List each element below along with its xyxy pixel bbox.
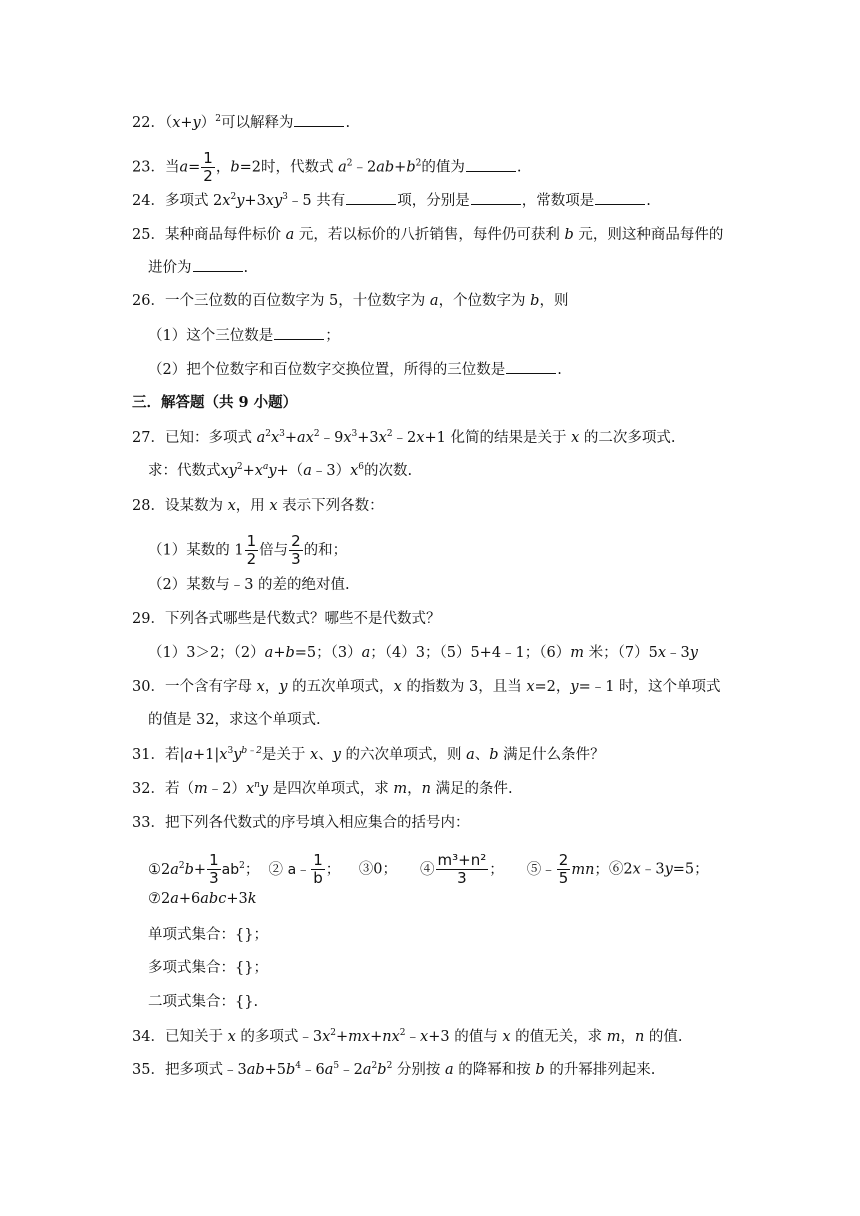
text: ；（4）3；（5）5+4﹣1；（6） bbox=[370, 645, 571, 661]
var: m bbox=[393, 781, 408, 797]
text: ② bbox=[268, 861, 284, 878]
var: x bbox=[256, 679, 265, 695]
question-number: 30． bbox=[132, 679, 165, 695]
text: ﹣9 bbox=[319, 430, 344, 446]
text: ； bbox=[244, 861, 260, 878]
var: a bbox=[361, 645, 371, 661]
question-24 bbox=[132, 190, 651, 211]
exponent: 2 bbox=[415, 158, 422, 169]
question-35 bbox=[132, 1060, 655, 1080]
text: ，常数项是 bbox=[521, 193, 595, 209]
text: 的次数. bbox=[364, 463, 413, 479]
answer-blank[interactable] bbox=[274, 325, 324, 340]
question-number: 22． bbox=[132, 115, 165, 131]
var: b bbox=[285, 645, 295, 661]
question-30 bbox=[132, 677, 721, 697]
denominator: 2 bbox=[246, 550, 257, 568]
var: b bbox=[286, 1062, 296, 1078]
text: 一个含有字母 bbox=[164, 679, 252, 695]
var: x bbox=[420, 1029, 429, 1045]
numerator: 1 bbox=[209, 851, 219, 869]
text: 进价为 bbox=[148, 260, 192, 276]
var: y bbox=[664, 861, 673, 878]
question-26-part2 bbox=[148, 359, 562, 380]
text: ④ bbox=[420, 861, 435, 878]
var: a bbox=[445, 1062, 454, 1078]
var: y bbox=[236, 193, 245, 209]
text: ； bbox=[325, 861, 341, 878]
text: 的值为 bbox=[421, 159, 465, 176]
text: ①2 bbox=[148, 861, 171, 878]
var: x bbox=[269, 498, 278, 514]
var: a bbox=[324, 1062, 334, 1078]
var: x bbox=[310, 747, 319, 763]
exponent: 3 bbox=[279, 429, 285, 439]
text: +3 bbox=[357, 430, 379, 446]
question-number: 31． bbox=[132, 747, 165, 763]
var: n bbox=[421, 781, 431, 797]
text: 米；（7）5 bbox=[588, 645, 658, 661]
text: ﹣ bbox=[405, 1029, 421, 1045]
exponent: b﹣2 bbox=[241, 746, 262, 756]
text: +3 bbox=[244, 193, 266, 209]
question-number: 28． bbox=[132, 498, 165, 514]
var: b bbox=[230, 159, 240, 176]
var: a bbox=[303, 463, 312, 479]
denominator: 3 bbox=[291, 550, 301, 568]
text: . bbox=[557, 362, 562, 378]
exponent: n bbox=[254, 780, 260, 790]
answer-blank[interactable] bbox=[506, 359, 556, 374]
var: x bbox=[350, 463, 359, 479]
exponent: 2 bbox=[399, 1028, 406, 1038]
var: y bbox=[570, 679, 579, 695]
text: . bbox=[516, 159, 522, 176]
var: a bbox=[466, 747, 475, 763]
question-number: 33． bbox=[132, 815, 165, 831]
var: m bbox=[606, 1029, 621, 1045]
answer-blank[interactable] bbox=[294, 112, 344, 127]
var: y bbox=[689, 645, 698, 661]
text: 、 bbox=[474, 747, 490, 763]
text: 某种商品每件标价 bbox=[164, 227, 281, 243]
question-27 bbox=[132, 428, 675, 448]
exponent: 3 bbox=[282, 192, 288, 202]
text: ⑥2 bbox=[608, 861, 633, 878]
exponent: 2 bbox=[178, 860, 185, 871]
text: 的和； bbox=[303, 542, 348, 559]
text: . bbox=[345, 115, 351, 131]
exponent: 3 bbox=[227, 746, 234, 756]
question-30-line2: 的值是 32，求这个单项式. bbox=[148, 712, 321, 728]
var: k bbox=[247, 891, 257, 907]
text: ﹣2 bbox=[339, 1062, 363, 1078]
text: + bbox=[193, 861, 207, 878]
var: ab bbox=[246, 1062, 265, 1078]
fraction bbox=[311, 852, 325, 887]
text: 多项式 2 bbox=[164, 193, 223, 209]
var: y bbox=[233, 747, 242, 763]
answer-blank[interactable] bbox=[193, 257, 243, 272]
item-2 bbox=[268, 851, 341, 887]
numerator: 2 bbox=[291, 532, 301, 550]
text: 的值. bbox=[648, 1029, 683, 1045]
text: + bbox=[284, 430, 298, 446]
text: + bbox=[336, 1029, 349, 1045]
text: 分别按 bbox=[396, 1062, 441, 1078]
numerator: 1 bbox=[313, 851, 323, 869]
var: b bbox=[564, 227, 574, 243]
item-4 bbox=[420, 851, 504, 887]
var: a bbox=[264, 645, 274, 661]
denominator: 2 bbox=[203, 167, 213, 185]
text: ﹣6 bbox=[301, 1062, 325, 1078]
text: +5 bbox=[264, 1062, 286, 1078]
text: （1）某数的 1 bbox=[148, 542, 244, 559]
question-28 bbox=[132, 496, 384, 516]
exponent: 2 bbox=[330, 1028, 337, 1038]
text: （1）3＞2；（2） bbox=[148, 645, 265, 661]
text: ﹣2 bbox=[352, 159, 377, 176]
text: ， bbox=[264, 679, 280, 695]
exponent: 2 bbox=[346, 158, 353, 169]
text: +3 bbox=[226, 891, 248, 907]
text: ； bbox=[325, 328, 340, 344]
var: x bbox=[343, 430, 352, 446]
exponent: 2 bbox=[386, 429, 393, 439]
exponent: 3 bbox=[351, 429, 358, 439]
text: 满足什么条件？ bbox=[503, 747, 605, 763]
var: b bbox=[535, 1062, 545, 1078]
text: + bbox=[370, 1029, 383, 1045]
text: 把多项式﹣3 bbox=[164, 1062, 247, 1078]
var: x bbox=[322, 1029, 331, 1045]
text: 设某数为 bbox=[164, 498, 223, 514]
var: x bbox=[245, 781, 255, 797]
text: 的值无关，求 bbox=[515, 1029, 603, 1045]
text: 若（ bbox=[164, 781, 194, 797]
var: x bbox=[254, 463, 263, 479]
var: x bbox=[219, 747, 228, 763]
exponent: 2 bbox=[386, 1061, 393, 1071]
question-33 bbox=[132, 813, 469, 833]
text: ﹣2） bbox=[207, 781, 246, 797]
text: 可以解释为 bbox=[220, 115, 294, 131]
var: x bbox=[632, 861, 641, 878]
exponent: 6 bbox=[358, 462, 364, 472]
question-29 bbox=[132, 609, 440, 629]
fraction bbox=[201, 150, 215, 185]
text: ） bbox=[200, 115, 216, 131]
var: x bbox=[172, 115, 181, 131]
text: ﹣3 bbox=[666, 645, 690, 661]
var: xy bbox=[220, 463, 237, 479]
question-number: 23． bbox=[132, 159, 165, 176]
text: =5； bbox=[672, 861, 709, 878]
var: x bbox=[227, 498, 236, 514]
text: 满足的条件. bbox=[435, 781, 513, 797]
question-34 bbox=[132, 1027, 683, 1047]
section-heading: 三．解答题（共 9 小题） bbox=[132, 394, 298, 411]
question-number: 24． bbox=[132, 193, 165, 209]
text: ﹣5 共有 bbox=[287, 193, 346, 209]
var: y bbox=[279, 679, 288, 695]
var: a bbox=[170, 861, 179, 878]
denominator: 5 bbox=[558, 869, 569, 887]
var: abc bbox=[200, 891, 227, 907]
var: a bbox=[170, 891, 179, 907]
text: + bbox=[180, 115, 193, 131]
var: b bbox=[406, 159, 416, 176]
text: 一个三位数的百位数字为 5，十位数字为 bbox=[164, 293, 426, 309]
text: +1| bbox=[193, 747, 220, 763]
question-23 bbox=[132, 150, 521, 185]
text: 已知关于 bbox=[164, 1029, 223, 1045]
exponent: 4 bbox=[295, 1061, 302, 1071]
text: =2时，代数式 bbox=[239, 159, 334, 176]
question-26-part1 bbox=[148, 325, 340, 346]
text: 的五次单项式， bbox=[292, 679, 394, 695]
var: a bbox=[362, 1062, 372, 1078]
text: + bbox=[242, 463, 255, 479]
var: ab bbox=[376, 159, 395, 176]
question-28-part2: （2）某数与﹣3 的差的绝对值. bbox=[148, 577, 350, 593]
var: a bbox=[338, 159, 347, 176]
text: 的二次多项式. bbox=[583, 430, 676, 446]
fraction bbox=[245, 533, 259, 568]
var: b bbox=[184, 861, 194, 878]
text: +6 bbox=[178, 891, 201, 907]
text: ； bbox=[594, 861, 609, 878]
item-1 bbox=[148, 851, 260, 887]
var: mn bbox=[571, 861, 595, 878]
answer-blank[interactable] bbox=[466, 157, 516, 172]
exponent: 2 bbox=[230, 192, 237, 202]
denominator: 3 bbox=[209, 869, 219, 887]
var: a bbox=[184, 747, 193, 763]
var: a bbox=[179, 159, 189, 176]
text: 若| bbox=[164, 747, 185, 763]
exponent: 2 bbox=[313, 429, 320, 439]
text: 倍与 bbox=[259, 542, 289, 559]
var: a bbox=[429, 293, 439, 309]
var: m bbox=[193, 781, 208, 797]
answer-blank[interactable] bbox=[346, 190, 396, 205]
text: ⑤﹣ bbox=[526, 861, 556, 878]
question-33-items bbox=[148, 852, 709, 887]
question-number: 34． bbox=[132, 1029, 165, 1045]
exponent: 2 bbox=[215, 114, 221, 124]
denominator: 3 bbox=[457, 869, 467, 887]
numerator: 1 bbox=[203, 149, 213, 167]
text: 表示下列各数： bbox=[282, 498, 384, 514]
var: x bbox=[502, 1029, 511, 1045]
question-number: 27． bbox=[132, 430, 165, 446]
fraction bbox=[289, 533, 303, 568]
text: ⑦2 bbox=[148, 891, 171, 907]
text: 的升幂排列起来. bbox=[549, 1062, 656, 1078]
var: mx bbox=[348, 1029, 371, 1045]
var: x bbox=[270, 430, 280, 446]
text: . bbox=[646, 193, 651, 209]
var: m bbox=[570, 645, 585, 661]
question-28-part1 bbox=[148, 533, 347, 568]
text: ﹣3） bbox=[311, 463, 351, 479]
text: ，用 bbox=[235, 498, 265, 514]
question-22 bbox=[132, 112, 350, 133]
question-number: 26． bbox=[132, 293, 165, 309]
exponent: 2 bbox=[236, 462, 243, 472]
question-number: 29． bbox=[132, 611, 165, 627]
var: xy bbox=[265, 193, 283, 209]
fraction bbox=[557, 852, 571, 887]
text: 元，若以标价的八折销售，每件仍可获利 bbox=[298, 227, 560, 243]
var: x bbox=[393, 679, 402, 695]
var: x bbox=[378, 430, 387, 446]
text: 把下列各代数式的序号填入相应集合的括号内： bbox=[164, 815, 470, 831]
var: x bbox=[222, 193, 231, 209]
set-binomial: 二项式集合：{}. bbox=[148, 994, 259, 1010]
var: x bbox=[416, 430, 425, 446]
var: b bbox=[377, 1062, 387, 1078]
text: ﹣3 bbox=[640, 861, 665, 878]
text: ， bbox=[407, 781, 422, 797]
text: =﹣1 时，这个单项式 bbox=[578, 679, 721, 695]
var: a bbox=[285, 227, 295, 243]
var: x bbox=[227, 1029, 236, 1045]
text: =5；（3） bbox=[294, 645, 362, 661]
denominator: b bbox=[313, 869, 323, 887]
question-25-line2 bbox=[148, 257, 248, 278]
fraction bbox=[207, 852, 221, 887]
text: 下列各式哪些是代数式？哪些不是代数式？ bbox=[164, 611, 441, 627]
text: +（ bbox=[276, 463, 304, 479]
var: y bbox=[332, 747, 341, 763]
text: ﹣2 bbox=[392, 430, 417, 446]
exponent: 5 bbox=[333, 1061, 340, 1071]
set-polynomial: 多项式集合：{}； bbox=[148, 960, 268, 976]
numerator: 1 bbox=[246, 532, 257, 550]
question-number: 32． bbox=[132, 781, 165, 797]
text: 的指数为 3，且当 bbox=[406, 679, 522, 695]
question-number: 25． bbox=[132, 227, 165, 243]
text: 、 bbox=[318, 747, 333, 763]
exponent: 2 bbox=[239, 860, 245, 871]
var: a bbox=[287, 861, 297, 878]
item-5 bbox=[526, 851, 609, 887]
question-26 bbox=[132, 291, 568, 311]
text: 当 bbox=[164, 159, 180, 176]
text: ，则 bbox=[539, 293, 569, 309]
text: （ bbox=[164, 115, 173, 131]
set-monomial: 单项式集合：{}； bbox=[148, 927, 268, 943]
text: =2， bbox=[534, 679, 571, 695]
question-number: 35． bbox=[132, 1062, 165, 1078]
var: y bbox=[259, 781, 269, 797]
var: ab bbox=[221, 861, 240, 878]
item-3: ③0； bbox=[358, 861, 397, 878]
var: x bbox=[571, 430, 580, 446]
text: ，个位数字为 bbox=[438, 293, 526, 309]
numerator: 2 bbox=[558, 851, 569, 869]
var: y bbox=[268, 463, 277, 479]
text: ﹣ bbox=[296, 861, 311, 878]
text: + bbox=[273, 645, 286, 661]
var: b bbox=[530, 293, 540, 309]
text: ； bbox=[489, 861, 504, 878]
text: 是四次单项式，求 bbox=[272, 781, 389, 797]
numerator: m³+n² bbox=[437, 851, 487, 869]
question-32 bbox=[132, 779, 513, 799]
exponent: 2 bbox=[265, 429, 271, 439]
text: ， bbox=[215, 159, 231, 176]
var: n bbox=[634, 1029, 645, 1045]
var: y bbox=[192, 115, 201, 131]
var: x bbox=[657, 645, 667, 661]
text: 是关于 bbox=[261, 747, 306, 763]
text: （2）把个位数字和百位数字交换位置，所得的三位数是 bbox=[148, 362, 506, 378]
var: x bbox=[526, 679, 535, 695]
question-27-line2 bbox=[148, 461, 412, 481]
question-25 bbox=[132, 225, 723, 245]
item-6 bbox=[609, 862, 709, 878]
text: 的降幂和按 bbox=[458, 1062, 531, 1078]
text: 的六次单项式，则 bbox=[345, 747, 462, 763]
answer-blank[interactable] bbox=[595, 190, 645, 205]
exponent: a bbox=[262, 462, 269, 472]
text: . bbox=[243, 260, 249, 276]
text: +1 化简的结果是关于 bbox=[424, 430, 567, 446]
question-31 bbox=[132, 745, 605, 765]
text: 求：代数式 bbox=[148, 463, 221, 479]
text: + bbox=[394, 159, 407, 176]
item-7 bbox=[148, 889, 257, 909]
text: 的多项式﹣3 bbox=[240, 1029, 323, 1045]
text: 项，分别是 bbox=[397, 193, 470, 209]
text: 元，则这种商品每件的 bbox=[578, 227, 724, 243]
exponent: 2 bbox=[371, 1061, 378, 1071]
var: b bbox=[489, 747, 499, 763]
text: = bbox=[188, 159, 201, 176]
text: （1）这个三位数是 bbox=[148, 328, 274, 344]
question-29-line2 bbox=[148, 643, 698, 663]
answer-blank[interactable] bbox=[471, 190, 521, 205]
var: nx bbox=[382, 1029, 400, 1045]
text: ， bbox=[620, 1029, 635, 1045]
fraction bbox=[436, 852, 489, 887]
text: +3 的值与 bbox=[428, 1029, 498, 1045]
text: 已知：多项式 bbox=[164, 430, 252, 446]
var: a bbox=[256, 430, 266, 446]
var: ax bbox=[297, 430, 314, 446]
